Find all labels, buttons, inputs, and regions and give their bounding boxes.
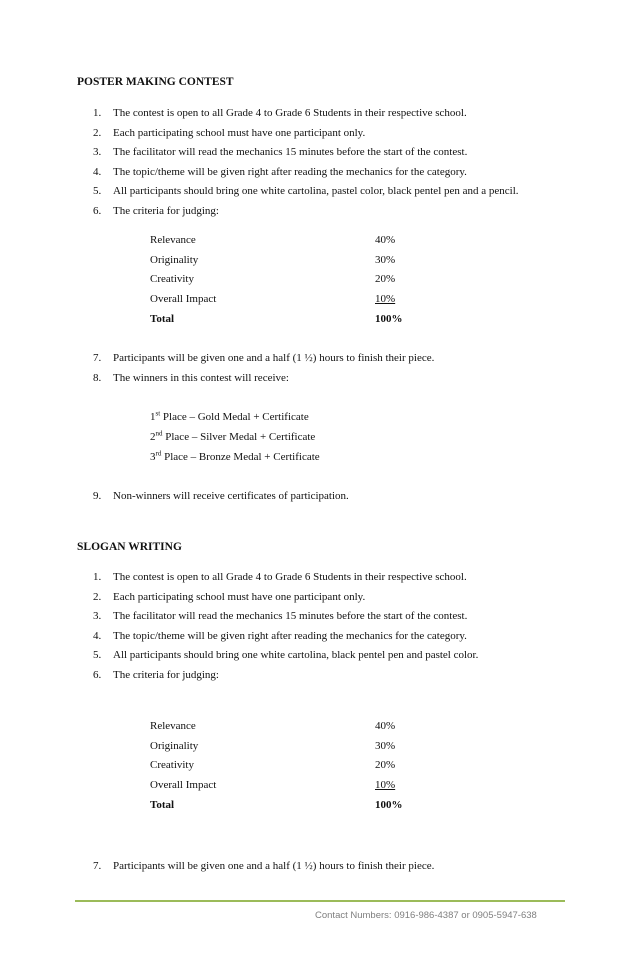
slogan-item-1-number: 1.: [93, 571, 102, 583]
slogan-heading: SLOGAN WRITING: [77, 541, 182, 553]
slogan-item-2: Each participating school must have one participant only.: [113, 591, 366, 603]
poster-prize-first: 1st Place – Gold Medal + Certificate: [150, 409, 309, 423]
poster-item-7-number: 7.: [93, 352, 102, 364]
slogan-criterion-name: Creativity: [150, 759, 194, 771]
slogan-item-4-number: 4.: [93, 630, 102, 642]
slogan-item-7: Participants will be given one and a half (1 ½) hours to finish their piece.: [113, 860, 435, 872]
poster-criterion-percent: 20%: [375, 273, 396, 285]
poster-item-6-number: 6.: [93, 205, 102, 217]
poster-heading: POSTER MAKING CONTEST: [77, 76, 234, 88]
poster-item-3: The facilitator will read the mechanics 15 minutes before the start of the contest.: [113, 146, 468, 158]
slogan-criterion-percent: 40%: [375, 720, 396, 732]
poster-item-2-number: 2.: [93, 127, 102, 139]
slogan-item-1: The contest is open to all Grade 4 to Grade 6 Students in their respective school.: [113, 571, 467, 583]
poster-item-8-number: 8.: [93, 372, 102, 384]
poster-criterion-name: Overall Impact: [150, 293, 217, 305]
poster-criterion-percent: 40%: [375, 234, 396, 246]
footer-contact: Contact Numbers: 0916-986-4387 or 0905-5947-638: [315, 910, 537, 921]
poster-prize-second: 2nd Place – Silver Medal + Certificate: [150, 429, 316, 443]
poster-item-9: Non-winners will receive certificates of participation.: [113, 490, 349, 502]
poster-criterion-percent: 10%: [375, 293, 396, 305]
slogan-criterion-total-percent: 100%: [375, 799, 403, 811]
slogan-item-2-number: 2.: [93, 591, 102, 603]
slogan-item-3: The facilitator will read the mechanics 15 minutes before the start of the contest.: [113, 610, 468, 622]
slogan-criterion-percent: 30%: [375, 740, 396, 752]
slogan-criterion-percent: 20%: [375, 759, 396, 771]
slogan-criterion-percent: 10%: [375, 779, 396, 791]
slogan-item-5-number: 5.: [93, 649, 102, 661]
poster-item-2: Each participating school must have one participant only.: [113, 127, 366, 139]
slogan-item-4: The topic/theme will be given right after reading the mechanics for the category.: [113, 630, 467, 642]
poster-item-1-number: 1.: [93, 107, 102, 119]
poster-item-5-number: 5.: [93, 185, 102, 197]
poster-item-7: Participants will be given one and a half (1 ½) hours to finish their piece.: [113, 352, 435, 364]
poster-item-1: The contest is open to all Grade 4 to Grade 6 Students in their respective school.: [113, 107, 467, 119]
slogan-item-3-number: 3.: [93, 610, 102, 622]
poster-criterion-name: Creativity: [150, 273, 194, 285]
poster-item-9-number: 9.: [93, 490, 102, 502]
slogan-criterion-total-label: Total: [150, 799, 175, 811]
slogan-item-6: The criteria for judging:: [113, 669, 219, 681]
poster-item-5: All participants should bring one white cartolina, pastel color, black pentel pen and a pencil.: [113, 185, 519, 197]
poster-item-4-number: 4.: [93, 166, 102, 178]
poster-item-4: The topic/theme will be given right after reading the mechanics for the category.: [113, 166, 467, 178]
slogan-item-6-number: 6.: [93, 669, 102, 681]
poster-item-3-number: 3.: [93, 146, 102, 158]
poster-item-6: The criteria for judging:: [113, 205, 219, 217]
poster-criterion-total-label: Total: [150, 313, 175, 325]
poster-criterion-name: Originality: [150, 254, 199, 266]
footer-divider: [75, 900, 565, 902]
poster-criterion-percent: 30%: [375, 254, 396, 266]
poster-criterion-name: Relevance: [150, 234, 196, 246]
slogan-item-5: All participants should bring one white cartolina, black pentel pen and pastel color.: [113, 649, 479, 661]
slogan-criterion-name: Overall Impact: [150, 779, 217, 791]
slogan-item-7-number: 7.: [93, 860, 102, 872]
poster-item-8: The winners in this contest will receive:: [113, 372, 289, 384]
poster-prize-third: 3rd Place – Bronze Medal + Certificate: [150, 449, 320, 463]
slogan-criterion-name: Relevance: [150, 720, 196, 732]
slogan-criterion-name: Originality: [150, 740, 199, 752]
poster-criterion-total-percent: 100%: [375, 313, 403, 325]
